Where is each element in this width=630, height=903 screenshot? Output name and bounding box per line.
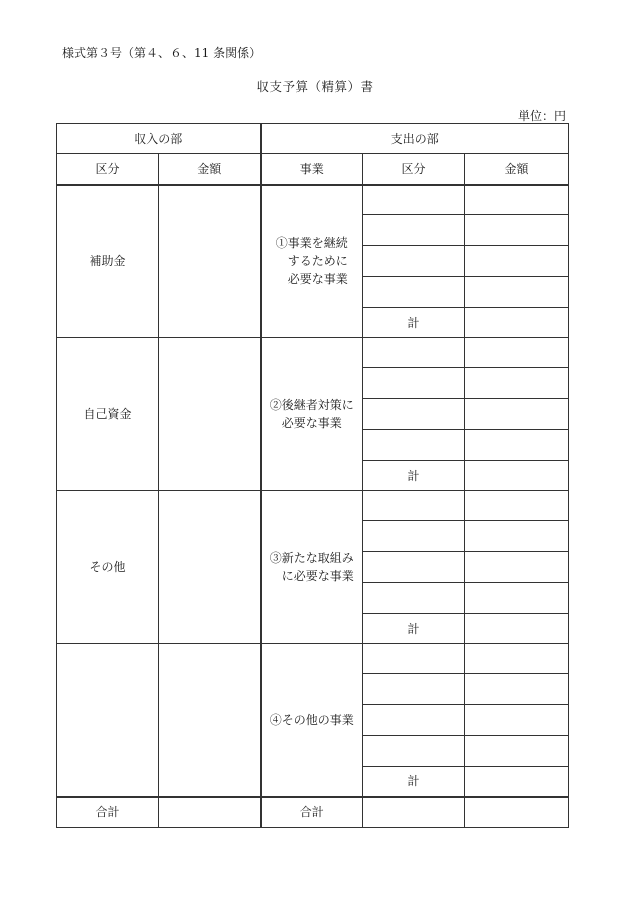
expense-category-cell[interactable]	[363, 583, 465, 614]
expense-amount-cell[interactable]	[465, 644, 569, 674]
expense-amount-cell[interactable]	[465, 338, 569, 368]
expense-amount-cell[interactable]	[465, 583, 569, 614]
project-label-1: ①事業を継続 するために 必要な事業	[275, 236, 348, 287]
expense-amount-cell[interactable]	[465, 185, 569, 215]
expense-project-1	[261, 185, 363, 338]
expense-amount-cell[interactable]	[465, 246, 569, 277]
document-title: 収支予算（精算）書	[256, 79, 374, 94]
expense-category-header: 区分	[363, 154, 465, 185]
subtotal-label-4: 計	[363, 767, 465, 797]
expense-category-cell[interactable]	[363, 705, 465, 736]
expense-amount-cell[interactable]	[465, 736, 569, 767]
expense-amount-cell[interactable]	[465, 552, 569, 583]
income-amount-3[interactable]	[159, 491, 261, 644]
expense-project-4	[261, 644, 363, 797]
expense-project-3	[261, 491, 363, 644]
project-label-4: ④その他の事業	[269, 712, 354, 727]
expense-category-cell[interactable]	[363, 644, 465, 674]
income-total-label: 合計	[57, 797, 159, 828]
expense-total-amount[interactable]	[465, 797, 569, 828]
expense-amount-cell[interactable]	[465, 277, 569, 308]
income-amount-4[interactable]	[159, 644, 261, 797]
expense-category-cell[interactable]	[363, 430, 465, 461]
expense-category-cell[interactable]	[363, 491, 465, 521]
expense-category-cell[interactable]	[363, 246, 465, 277]
expense-category-cell[interactable]	[363, 552, 465, 583]
expense-category-cell[interactable]	[363, 521, 465, 552]
income-category-3: その他	[57, 491, 159, 644]
expense-category-cell[interactable]	[363, 674, 465, 705]
income-amount-1[interactable]	[159, 185, 261, 338]
expense-category-cell[interactable]	[363, 736, 465, 767]
expense-total-label: 合計	[261, 797, 363, 828]
project-label-3: ③新たな取組み に必要な事業	[269, 551, 354, 583]
expense-project-2	[261, 338, 363, 491]
expense-category-cell[interactable]	[363, 399, 465, 430]
subtotal-amount-3[interactable]	[465, 614, 569, 644]
budget-table	[56, 123, 569, 828]
form-number: 様式第３号（第４、６、11 条関係）	[62, 46, 262, 60]
expense-amount-cell[interactable]	[465, 521, 569, 552]
expense-category-cell[interactable]	[363, 185, 465, 215]
expense-amount-cell[interactable]	[465, 705, 569, 736]
unit-label: 単位：円	[517, 109, 566, 123]
expense-amount-cell[interactable]	[465, 674, 569, 705]
expense-section-header: 支出の部	[261, 124, 569, 154]
expense-amount-cell[interactable]	[465, 491, 569, 521]
expense-amount-header: 金額	[465, 154, 569, 185]
subtotal-label-1: 計	[363, 308, 465, 338]
expense-category-cell[interactable]	[363, 368, 465, 399]
income-category-4[interactable]	[57, 644, 159, 797]
income-amount-2[interactable]	[159, 338, 261, 491]
expense-project-header: 事業	[261, 154, 363, 185]
income-category-header: 区分	[57, 154, 159, 185]
income-category-1: 補助金	[57, 185, 159, 338]
income-section-header: 収入の部	[57, 124, 261, 154]
income-category-2: 自己資金	[57, 338, 159, 491]
expense-category-cell[interactable]	[363, 338, 465, 368]
subtotal-amount-2[interactable]	[465, 461, 569, 491]
income-amount-header: 金額	[159, 154, 261, 185]
expense-amount-cell[interactable]	[465, 430, 569, 461]
income-total-amount[interactable]	[159, 797, 261, 828]
expense-category-cell[interactable]	[363, 277, 465, 308]
expense-total-category[interactable]	[363, 797, 465, 828]
expense-amount-cell[interactable]	[465, 399, 569, 430]
expense-category-cell[interactable]	[363, 215, 465, 246]
project-label-2: ②後継者対策に 必要な事業	[269, 398, 354, 430]
subtotal-amount-1[interactable]	[465, 308, 569, 338]
subtotal-label-3: 計	[363, 614, 465, 644]
expense-amount-cell[interactable]	[465, 368, 569, 399]
expense-amount-cell[interactable]	[465, 215, 569, 246]
subtotal-label-2: 計	[363, 461, 465, 491]
subtotal-amount-4[interactable]	[465, 767, 569, 797]
